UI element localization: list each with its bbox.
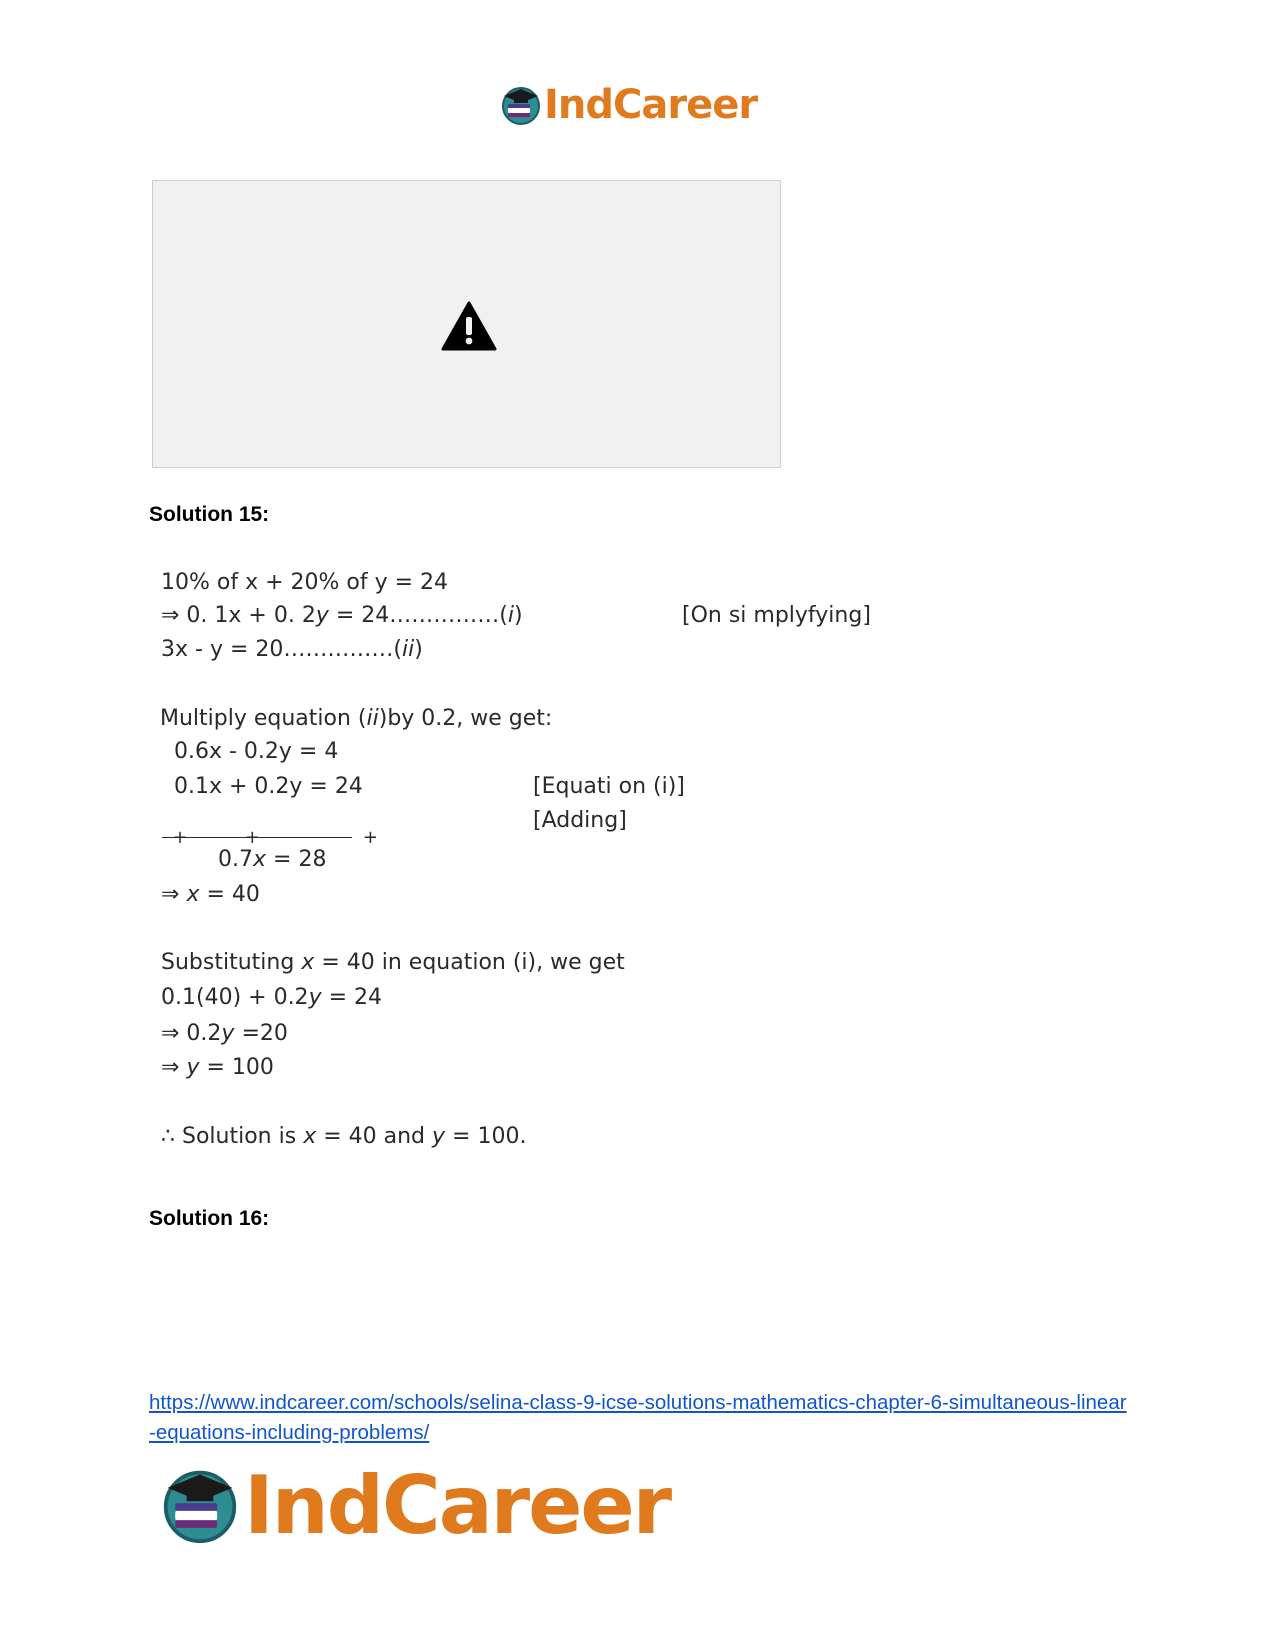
equation-line: 0.6x - 0.2y = 4 (174, 739, 339, 764)
equation-note: [Adding] (533, 808, 627, 833)
equation-line: Multiply equation (ii)by 0.2, we get: (160, 706, 553, 731)
equation-line: ⇒ y = 100 (161, 1055, 274, 1080)
equation-line: Substituting x = 40 in equation (i), we get (161, 950, 625, 975)
equation-line: 0.1(40) + 0.2y = 24 (161, 985, 383, 1010)
equation-line: + + + (172, 827, 378, 848)
solution-16-heading: Solution 16: (149, 1207, 270, 1230)
header-logo (500, 80, 757, 130)
logo-wordmark: IndCareer (244, 1458, 671, 1552)
source-link[interactable]: https://www.indcareer.com/schools/selina-class-9-icse-solutions-mathematics-chapter-6-simultaneous-linear-equations-including-problems/ (149, 1391, 1127, 1444)
logo-wordmark: IndCareer (544, 82, 758, 128)
solution-15-heading: Solution 15: (149, 503, 270, 526)
equation-line: 0.7x = 28 (218, 847, 327, 872)
equation-line: 3x - y = 20……………(ii) (161, 637, 423, 662)
equation-line: 0.1x + 0.2y = 24 (174, 774, 363, 799)
equation-line: ⇒ 0.2y =20 (161, 1021, 288, 1046)
conclusion-line: ∴ Solution is x = 40 and y = 100. (161, 1124, 527, 1149)
image-placeholder (152, 180, 781, 468)
equation-line: ⇒ x = 40 (161, 882, 260, 907)
equation-note: [On si mplyfying] (682, 603, 871, 628)
footer-logo (160, 1460, 670, 1550)
equation-line: 10% of x + 20% of y = 24 (161, 570, 449, 595)
equation-line: ⇒ 0. 1x + 0. 2y = 24……………(i) (161, 603, 523, 628)
equation-note: [Equati on (i)] (533, 774, 685, 799)
graduation-cap-icon (160, 1465, 240, 1545)
warning-icon (441, 301, 497, 351)
sum-divider (162, 837, 352, 838)
graduation-cap-icon (500, 84, 542, 126)
